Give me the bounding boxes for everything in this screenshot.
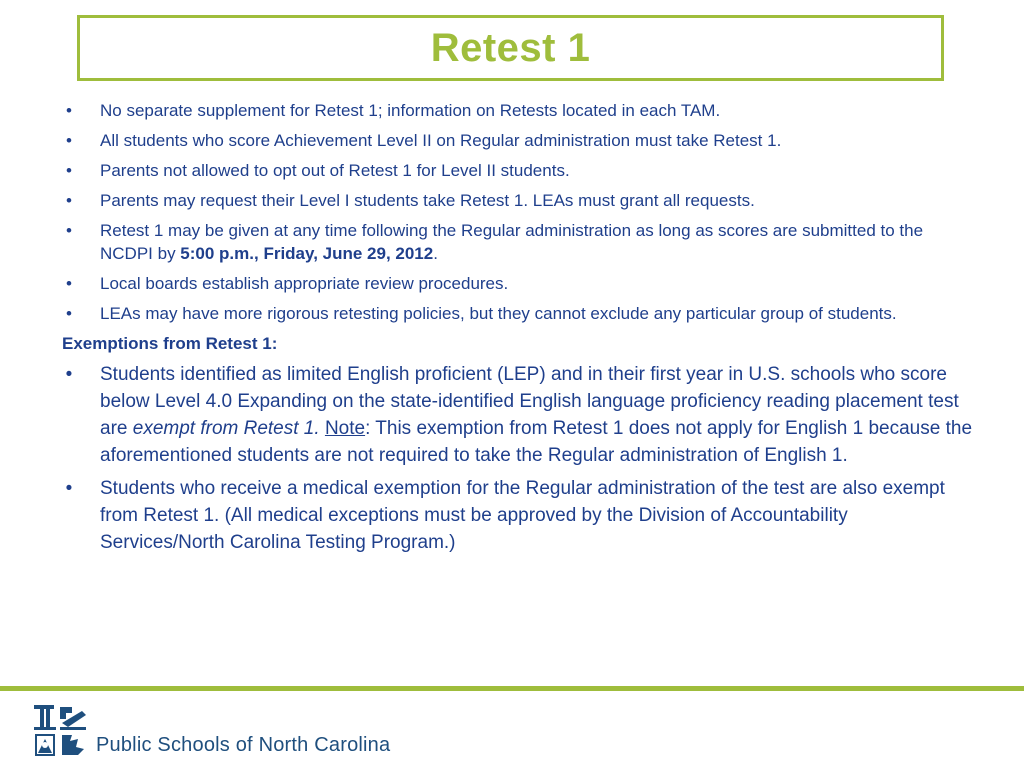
bullet-item xyxy=(62,361,972,469)
exemption-bullet-list xyxy=(62,361,972,556)
bullet-text: 5:00 p.m., Friday, June 29, 2012 xyxy=(180,244,434,263)
bullet-item xyxy=(62,159,972,182)
bullet-marker: • xyxy=(65,478,73,499)
footer-divider xyxy=(0,686,1024,691)
slide-title: Retest 1 xyxy=(430,25,591,70)
bullet-marker: • xyxy=(66,274,72,293)
bullet-item xyxy=(62,475,972,556)
bullet-text: Note xyxy=(324,418,366,439)
bullet-text: LEAs may have more rigorous retesting policies, but they cannot exclude any particular group of students. xyxy=(100,304,897,323)
bullet-item xyxy=(62,189,972,212)
bullet-item xyxy=(62,272,972,295)
bullet-marker: • xyxy=(66,131,72,150)
bullet-marker: • xyxy=(66,101,72,120)
footer-organization-name: Public Schools of North Carolina xyxy=(96,734,391,756)
bullet-text: . xyxy=(433,244,438,263)
bullet-marker: • xyxy=(66,191,72,210)
bullet-text: Parents not allowed to opt out of Retest 1 for Level II students. xyxy=(100,161,570,180)
bullet-text: Parents may request their Level I students take Retest 1. LEAs must grant all requests. xyxy=(100,191,755,210)
bullet-item xyxy=(62,302,972,325)
bullet-text: All students who score Achievement Level II on Regular administration must take Retest 1. xyxy=(100,131,782,150)
bullet-marker: • xyxy=(66,221,72,240)
bullet-text: : This exemption from Retest 1 does not apply for English 1 because the aforementioned students are not required to take the Regular administration of English 1. xyxy=(100,418,973,466)
bullet-text: Retest 1 may be given at any time following the Regular administration as long as scores are submitted to the NCDPI by xyxy=(100,221,924,263)
main-bullet-list xyxy=(62,99,972,325)
bullet-text: Local boards establish appropriate review procedures. xyxy=(100,274,509,293)
bullet-item xyxy=(62,219,972,265)
exemptions-heading: Exemptions from Retest 1: xyxy=(62,334,278,353)
bullet-text: No separate supplement for Retest 1; information on Retests located in each TAM. xyxy=(100,101,721,120)
bullet-text: Students identified as limited English proficient (LEP) and in their first year in U.S. schools who score below Level 4.0 Expanding on the state-identified English language proficiency reading placement test are xyxy=(100,364,959,439)
nc-public-schools-logo-icon xyxy=(32,703,88,759)
bullet-text: exempt from Retest 1. xyxy=(132,418,320,439)
title-box xyxy=(77,15,944,81)
bullet-item xyxy=(62,99,972,122)
bullet-marker: • xyxy=(65,364,73,385)
slide-content xyxy=(62,99,972,562)
bullet-marker: • xyxy=(66,161,72,180)
bullet-item xyxy=(62,129,972,152)
bullet-text: Students who receive a medical exemption for the Regular administration of the test are also exempt from Retest 1. (All medical exceptions must be approved by the Division of Accountability Services/North Carolina Testing Program.) xyxy=(100,478,945,553)
bullet-marker: • xyxy=(66,304,72,323)
